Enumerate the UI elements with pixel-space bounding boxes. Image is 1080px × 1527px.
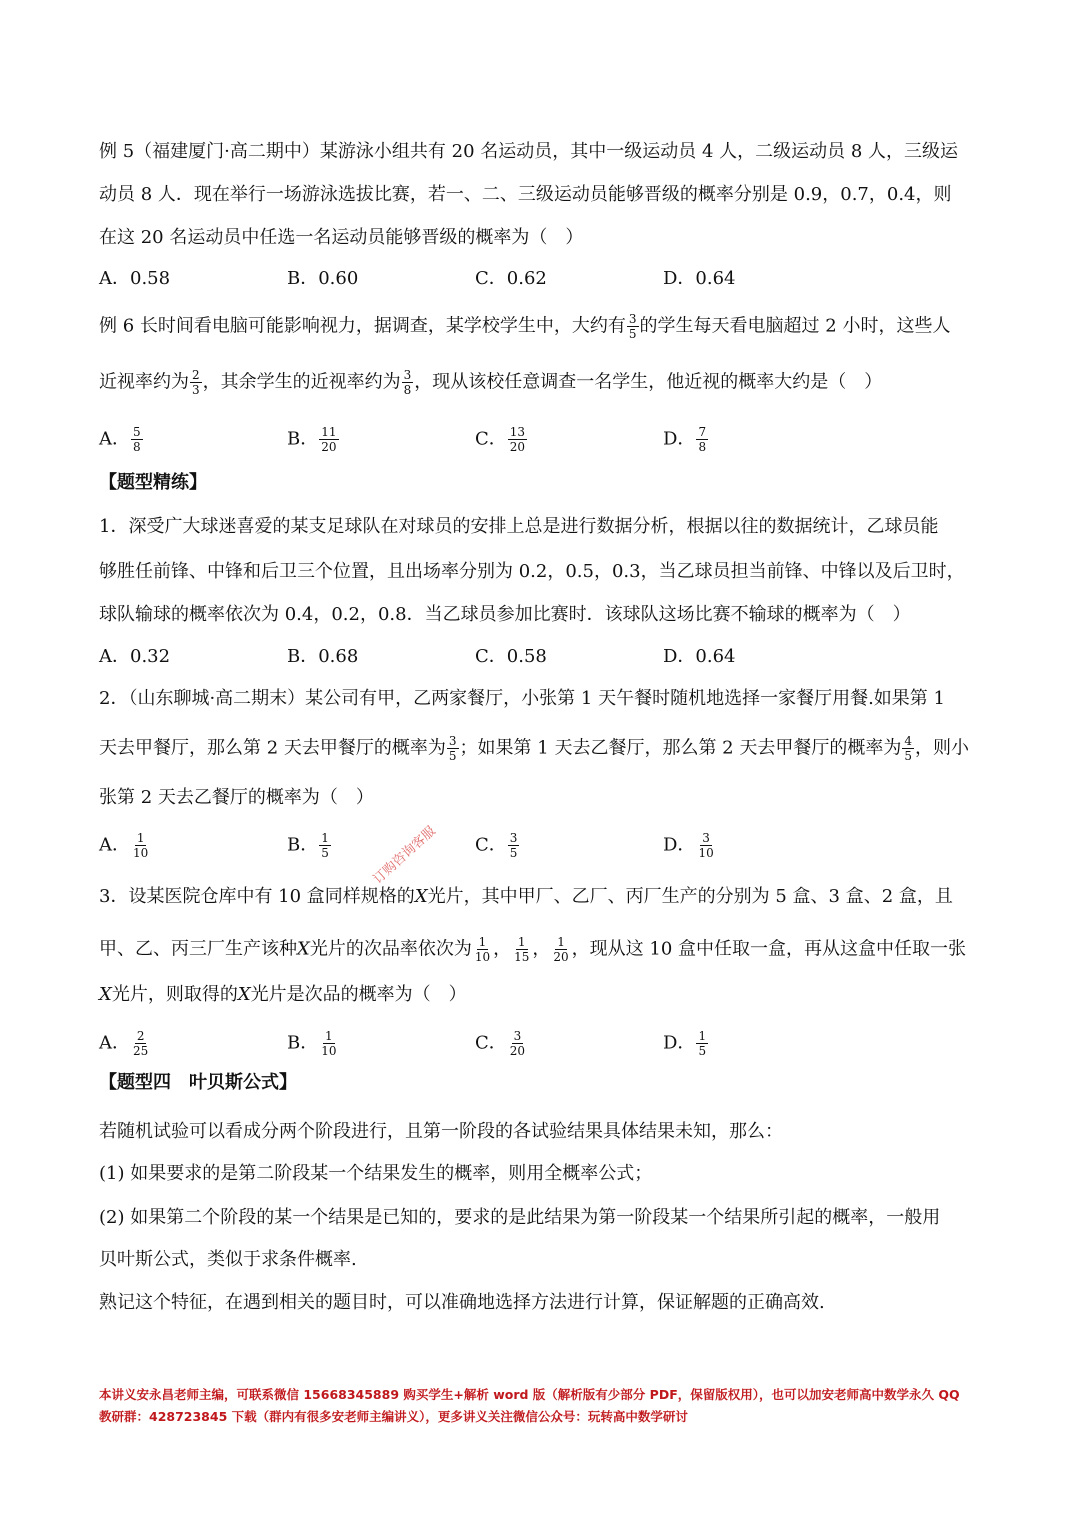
variable-x: X: [297, 938, 310, 960]
option-c: [475, 426, 528, 453]
text: ，其余学生的近视率约为: [202, 371, 401, 393]
denominator: 8: [403, 383, 412, 397]
numerator: 3: [403, 368, 412, 382]
denominator: 3: [192, 383, 200, 397]
numerator: 3: [702, 831, 710, 845]
numerator: 2: [192, 368, 200, 382]
text: 光片，其中甲厂、乙厂、丙厂生产的分别为 5 盒、3 盒、2 盒，且: [427, 886, 953, 907]
example-5-line-2: 动员 8 人．现在举行一场游泳选拔比赛，若一、二、三级运动员能够晋级的概率分别是 0.9，0.7，0.4，则: [99, 184, 952, 205]
example-5-line-1: 例 5（福建厦门·高二期中）某游泳小组共有 20 名运动员，其中一级运动员 4 人，二级运动员 8 人，三级运: [99, 141, 959, 162]
option-a: [99, 832, 151, 859]
option-label: B．: [287, 1032, 319, 1054]
option-a: A．0.58: [99, 268, 171, 289]
option-a: [99, 426, 144, 453]
example-5-options: [99, 270, 984, 310]
question-3-line-2: [99, 936, 966, 963]
fraction: [627, 313, 639, 340]
example-6-line-2: [99, 369, 882, 396]
text: 例 6 长时间看电脑可能影响视力，据调查，某学校学生中，大约有: [99, 315, 626, 337]
numerator: 1: [698, 1029, 707, 1043]
fraction: [551, 936, 570, 963]
denominator: 8: [698, 440, 707, 454]
denominator: 5: [321, 846, 329, 860]
text: 光片的次品率依次为: [309, 938, 472, 960]
option-c: C．0.58: [475, 646, 547, 667]
denominator: 15: [514, 950, 530, 964]
denominator: 20: [509, 440, 526, 454]
question-3-options: [99, 1030, 984, 1070]
fraction: [473, 936, 492, 963]
example-5-line-3: 在这 20 名运动员中任选一名运动员能够晋级的概率为（ ）: [99, 227, 584, 248]
fraction: [319, 1030, 338, 1057]
option-b: B．0.60: [287, 268, 359, 289]
text: ，则小: [914, 737, 969, 759]
text: ，现从这 10 盒中任取一盒，再从这盒中任取一张: [571, 938, 967, 960]
fraction: [696, 426, 708, 453]
bayes-paragraph-3b: 贝叶斯公式，类似于求条件概率.: [99, 1249, 357, 1270]
option-label: B．: [287, 834, 319, 856]
question-1-line-2: 够胜任前锋、中锋和后卫三个位置，且出场率分别为 0.2，0.5，0.3，当乙球员担当前锋、中锋以及后卫时，: [99, 561, 965, 582]
numerator: 3: [628, 312, 637, 326]
fraction: [190, 369, 202, 396]
denominator: 10: [321, 1044, 337, 1058]
question-3-line-1: [99, 888, 953, 906]
denominator: 8: [133, 440, 141, 454]
numerator: 1: [557, 935, 565, 949]
option-c: [475, 832, 520, 859]
text: 天去甲餐厅，那么第 2 天去甲餐厅的概率为: [99, 737, 446, 759]
denominator: 5: [628, 327, 637, 341]
bayes-paragraph-3a: (2) 如果第二个阶段的某一个结果是已知的，要求的是此结果为第一阶段某一个结果所引起的概率，一般用: [99, 1207, 941, 1228]
numerator: 7: [698, 425, 707, 439]
text: 近视率约为: [99, 371, 189, 393]
question-2-line-3: 张第 2 天去乙餐厅的概率为（ ）: [99, 787, 374, 808]
question-1-line-3: 球队输球的概率依次为 0.4，0.2，0.8．当乙球员参加比赛时．该球队这场比赛不输球的概率为（ ）: [99, 604, 911, 625]
text: 的学生每天看电脑超过 2 小时，这些人: [639, 315, 951, 337]
footer-note: [99, 1384, 999, 1428]
option-d: D．0.64: [663, 268, 736, 289]
numerator: 5: [133, 425, 141, 439]
text: ，现从该校任意调查一名学生，他近视的概率大约是（ ）: [414, 371, 883, 393]
option-label: D．: [663, 1032, 696, 1054]
option-label: C．: [475, 834, 507, 856]
text: 3．设某医院仓库中有 10 盒同样规格的: [99, 886, 415, 907]
fraction: [319, 832, 331, 859]
text: 光片，则取得的: [111, 984, 238, 1005]
option-d: D．0.64: [663, 646, 736, 667]
section-title: 【题型精练】: [99, 472, 207, 493]
text: ；如果第 1 天去乙餐厅，那么第 2 天去甲餐厅的概率为: [459, 737, 902, 759]
fraction: [902, 735, 914, 762]
fraction: [131, 832, 150, 859]
denominator: 20: [553, 950, 569, 964]
fraction: [131, 426, 143, 453]
option-d: [663, 832, 717, 859]
bayes-paragraph-1: 若随机试验可以看成分两个阶段进行，且第一阶段的各试验结果具体结果未知，那么：: [99, 1121, 783, 1142]
example-6-options: [99, 426, 984, 466]
option-label: A．: [99, 1032, 130, 1054]
fraction: [508, 832, 520, 859]
fraction: [402, 369, 414, 396]
fraction: [512, 936, 531, 963]
separator: ，: [532, 938, 551, 960]
option-a: [99, 1030, 151, 1057]
section-title: 【题型四 叶贝斯公式】: [99, 1072, 297, 1093]
option-label: D．: [663, 428, 696, 450]
bayes-paragraph-4: 熟记这个特征，在遇到相关的题目时，可以准确地选择方法进行计算，保证解题的正确高效.: [99, 1292, 825, 1313]
fraction: [447, 735, 459, 762]
option-c: C．0.62: [475, 268, 547, 289]
denominator: 20: [321, 440, 337, 454]
option-c: [475, 1030, 528, 1057]
example-6-line-1: [99, 313, 950, 340]
numerator: 3: [513, 1029, 522, 1043]
option-label: C．: [475, 1032, 507, 1054]
fraction: [696, 1030, 708, 1057]
bayes-paragraph-2: (1) 如果要求的是第二阶段某一个结果发生的概率，则用全概率公式；: [99, 1163, 653, 1184]
fraction: [696, 832, 715, 859]
question-3-line-3: [99, 986, 467, 1004]
option-label: D．: [663, 834, 696, 856]
numerator: 3: [448, 734, 457, 748]
text: 光片是次品的概率为（ ）: [250, 984, 467, 1005]
footer-line-1: 本讲义安永昌老师主编，可联系微信 15668345889 购买学生+解析 word 版（解析版有少部分 PDF，保留版权用），也可以加安老师高中数学永久 QQ: [99, 1387, 960, 1402]
option-b: [287, 426, 340, 453]
option-label: A．: [99, 834, 130, 856]
numerator: 11: [321, 425, 337, 439]
denominator: 10: [474, 950, 491, 964]
numerator: 2: [136, 1029, 145, 1043]
question-2-options: [99, 832, 984, 872]
separator: ，: [493, 938, 512, 960]
watermark-stamp: 订购咨询客服: [370, 823, 439, 888]
option-a: A．0.32: [99, 646, 171, 667]
denominator: 20: [509, 1044, 526, 1058]
denominator: 5: [448, 749, 457, 763]
variable-x: X: [99, 984, 112, 1005]
question-1-line-1: 1．深受广大球迷喜爱的某支足球队在对球员的安排上总是进行数据分析，根据以往的数据统计，乙球员能: [99, 516, 939, 537]
numerator: 13: [509, 425, 526, 439]
numerator: 3: [509, 831, 518, 845]
denominator: 5: [509, 846, 518, 860]
question-1-options: [99, 648, 984, 688]
denominator: 25: [133, 1044, 149, 1058]
denominator: 5: [904, 749, 912, 763]
numerator: 1: [517, 935, 526, 949]
numerator: 1: [478, 935, 487, 949]
option-label: B．: [287, 428, 319, 450]
question-2-line-1: 2．（山东聊城·高二期末）某公司有甲，乙两家餐厅，小张第 1 天午餐时随机地选择一家餐厅用餐.如果第 1: [99, 688, 945, 709]
variable-x: X: [414, 886, 428, 907]
fraction: [131, 1030, 150, 1057]
option-b: B．0.68: [287, 646, 359, 667]
denominator: 10: [698, 846, 714, 860]
denominator: 5: [698, 1044, 707, 1058]
fraction: [319, 426, 338, 453]
option-label: C．: [475, 428, 507, 450]
fraction: [508, 1030, 527, 1057]
denominator: 10: [133, 846, 149, 860]
fraction: [508, 426, 527, 453]
numerator: 1: [325, 1029, 333, 1043]
question-2-line-2: [99, 735, 969, 762]
option-b: [287, 832, 332, 859]
numerator: 1: [321, 831, 329, 845]
numerator: 4: [904, 734, 912, 748]
option-label: A．: [99, 428, 130, 450]
footer-line-2: 教研群：428723845 下载（群内有很多安老师主编讲义），更多讲义关注微信公众号：玩转高中数学研讨: [99, 1408, 688, 1424]
option-b: [287, 1030, 340, 1057]
variable-x: X: [237, 984, 251, 1005]
option-d: [663, 426, 709, 453]
text: 甲、乙、丙三厂生产该种: [99, 938, 297, 960]
numerator: 1: [136, 831, 145, 845]
option-d: [663, 1030, 709, 1057]
